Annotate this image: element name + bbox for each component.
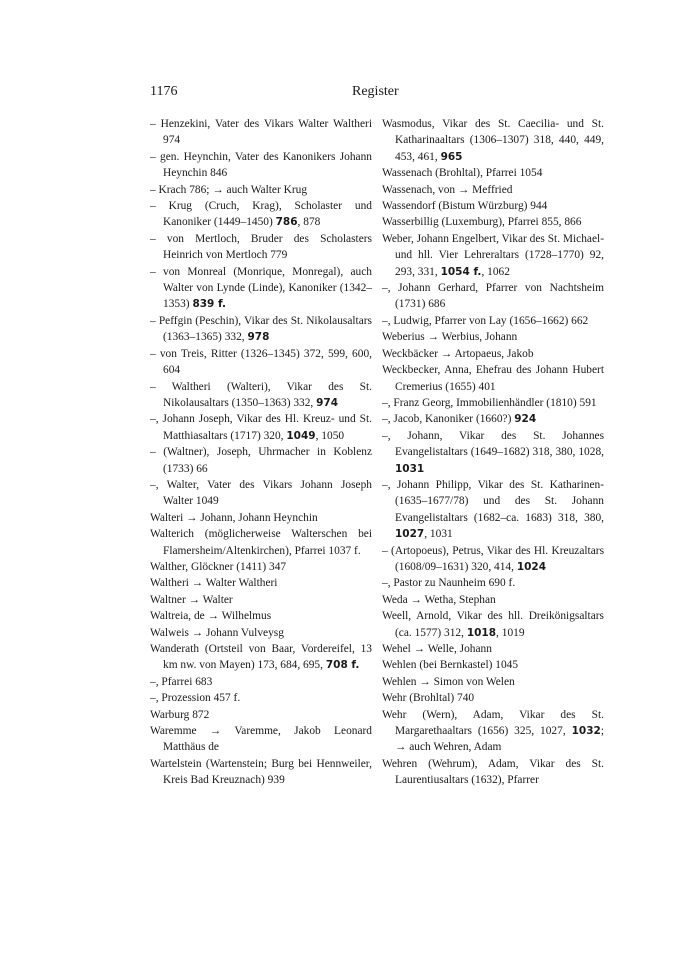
index-entry: [382, 231, 604, 280]
entry-text: – von Treis, Ritter (1326–1345) 372, 599, 600, 604: [150, 347, 372, 377]
index-entry: [150, 625, 372, 641]
index-entry: [150, 346, 372, 379]
entry-text: –, Franz Georg, Immobilienhändler (1810) 591: [382, 396, 597, 409]
entry-text: Weckbecker, Anna, Ehefrau des Johann Hubert Cremerius (1655) 401: [382, 364, 604, 393]
index-entry: [382, 575, 604, 591]
entry-text: Weberius → Werbius, Johann: [382, 331, 518, 344]
index-entry: [382, 313, 604, 329]
entry-text: Waltheri → Walter Waltheri: [150, 577, 278, 590]
principal-page-ref: 786: [275, 216, 298, 229]
index-entry: [150, 592, 372, 608]
entry-text: –, Johann, Vikar des St. Johannes Evangelistaltars (1649–1682) 318, 380, 1028,: [382, 429, 604, 459]
principal-page-ref: 839 f.: [192, 298, 226, 311]
entry-text: Wanderath (Ortsteil von Baar, Vordereifel, 13 km nw. von Mayen) 173, 684, 695,: [150, 643, 372, 672]
index-entry: [382, 198, 604, 214]
entry-text: – von Mertloch, Bruder des Scholasters Heinrich von Mertloch 779: [150, 232, 372, 262]
entry-text: –, Walter, Vater des Vikars Johann Joseph Walter 1049: [150, 478, 372, 508]
index-entry: [150, 559, 372, 575]
entry-text: –, Prozession 457 f.: [150, 692, 241, 705]
entry-text: ; → auch Wehren, Adam: [395, 725, 604, 754]
entry-text: Wehel → Welle, Johann: [382, 643, 492, 655]
index-entry: [382, 165, 604, 181]
entry-text: –, Pfarrei 683: [150, 675, 213, 688]
entry-text: Wehr (Brohltal) 740: [382, 692, 475, 705]
index-entry: [382, 428, 604, 477]
entry-text: Waltreia, de → Wilhelmus: [150, 610, 272, 623]
left-index-column: [150, 116, 372, 789]
index-entry: [382, 707, 604, 756]
principal-page-ref: 708 f.: [325, 659, 360, 672]
index-entry: [150, 444, 372, 477]
index-entry: [150, 526, 372, 559]
entry-text: – Waltheri (Walteri), Vikar des St. Nikolausaltars (1350–1363) 332,: [150, 380, 372, 409]
running-head: Register: [352, 84, 399, 99]
entry-text: – (Waltner), Joseph, Uhrmacher in Koblenz (1733) 66: [150, 446, 372, 475]
entry-text: –, Jacob, Kanoniker (1660?): [382, 413, 515, 426]
index-entry: [382, 608, 604, 641]
entry-text: –, Johann Gerhard, Pfarrer von Nachtsheim (1731) 686: [382, 282, 604, 311]
right-index-column: [382, 116, 604, 789]
principal-page-ref: 1054 f.: [440, 265, 482, 278]
entry-text: – (Artopoeus), Petrus, Vikar des Hl. Kreuzaltars (1608/09–1631) 320, 414,: [382, 544, 604, 573]
index-entry: [150, 313, 372, 346]
index-entry: [382, 346, 604, 362]
index-entry: [150, 723, 372, 756]
principal-page-ref: 1018: [466, 626, 497, 639]
index-entry: [150, 756, 372, 789]
entry-text: Warburg 872: [150, 708, 210, 721]
entry-text: –, Johann Joseph, Vikar des Hl. Kreuz- und St. Matthiasaltars (1717) 320,: [150, 413, 372, 442]
principal-page-ref: 924: [514, 413, 537, 426]
index-entry: [382, 543, 604, 576]
index-entry: [150, 641, 372, 674]
entry-text: , 1019: [496, 626, 525, 639]
entry-text: Weell, Arnold, Vikar des hll. Dreikönigsaltars (ca. 1577) 312,: [382, 610, 604, 639]
entry-text: , 878: [297, 216, 321, 229]
entry-text: Wehlen → Simon von Welen: [382, 675, 515, 688]
index-entry: [382, 362, 604, 395]
index-entry: [382, 280, 604, 313]
index-entry: [150, 575, 372, 591]
principal-page-ref: 974: [316, 396, 339, 409]
index-entry: [150, 198, 372, 231]
entry-text: Walther, Glöckner (1411) 347: [150, 560, 287, 573]
index-entry: [150, 116, 372, 149]
principal-page-ref: 965: [440, 150, 463, 163]
index-entry: [150, 149, 372, 182]
entry-text: Weber, Johann Engelbert, Vikar des St. Michael- und hll. Vier Lehreraltars (1728–1770) 92, 293, 331,: [382, 232, 604, 278]
entry-text: Weckbäcker → Artopaeus, Jakob: [382, 347, 534, 360]
principal-page-ref: 1031: [395, 462, 425, 475]
index-entry: [382, 477, 604, 543]
index-entry: [150, 264, 372, 313]
entry-text: –, Johann Philipp, Vikar des St. Katharinen- (1635–1677/78) und des St. Johann Evangelistaltars (1682–ca. 1683) 318, 380,: [382, 478, 604, 524]
index-entry: [150, 477, 372, 510]
principal-page-ref: 1032: [571, 725, 601, 738]
entry-text: –, Ludwig, Pfarrer von Lay (1656–1662) 662: [382, 314, 589, 327]
entry-text: Waltner → Walter: [150, 593, 233, 606]
index-entry: [382, 182, 604, 198]
entry-text: Walteri → Johann, Johann Heynchin: [150, 511, 318, 524]
index-entry: [382, 329, 604, 345]
index-entry: [382, 411, 604, 427]
entry-text: – von Monreal (Monrique, Monregal), auch Walter von Lynde (Linde), Kanoniker (1342–1353): [150, 265, 372, 311]
index-entry: [150, 231, 372, 264]
principal-page-ref: 1024: [516, 560, 547, 573]
principal-page-ref: 1049: [286, 429, 316, 442]
page-number: 1176: [150, 84, 178, 99]
entry-text: Walterich (möglicherweise Walterschen bei Flamersheim/Altenkirchen), Pfarrei 1037 f.: [150, 528, 372, 557]
index-entry: [150, 182, 372, 198]
entry-text: – Peffgin (Peschin), Vikar des St. Nikolausaltars (1363–1365) 332,: [150, 314, 372, 344]
entry-text: Wasserbillig (Luxemburg), Pfarrei 855, 866: [382, 216, 582, 229]
entry-text: – Krach 786; → auch Walter Krug: [150, 183, 308, 196]
index-entry: [382, 657, 604, 673]
principal-page-ref: 978: [247, 331, 270, 344]
entry-text: – Krug (Cruch, Krag), Scholaster und Kanoniker (1449–1450): [150, 200, 372, 229]
entry-text: , 1031: [424, 528, 453, 541]
entry-text: Wassenach, von → Meffried: [382, 183, 513, 196]
index-entry: [382, 214, 604, 230]
index-entry: [150, 707, 372, 723]
index-entry: [382, 395, 604, 411]
index-entry: [150, 379, 372, 412]
entry-text: , 1062: [481, 265, 510, 278]
index-entry: [382, 756, 604, 789]
entry-text: Walweis → Johann Vulveysg: [150, 626, 284, 639]
entry-text: –, Pastor zu Naunheim 690 f.: [382, 577, 516, 590]
entry-text: Wehr (Wern), Adam, Vikar des St. Margarethaaltars (1656) 325, 1027,: [382, 708, 604, 738]
entry-text: Wasmodus, Vikar des St. Caecilia- und St. Katharinaaltars (1306–1307) 318, 440, 449, 453, 461,: [382, 118, 604, 163]
index-entry: [150, 608, 372, 624]
index-entry: [150, 690, 372, 706]
index-entry: [150, 510, 372, 526]
entry-text: Wartelstein (Wartenstein; Burg bei Hennweiler, Kreis Bad Kreuznach) 939: [150, 757, 372, 787]
entry-text: Waremme → Varemme, Jakob Leonard Matthäus de: [150, 725, 372, 754]
entry-text: Wassenach (Brohltal), Pfarrei 1054: [382, 167, 543, 180]
entry-text: Wehlen (bei Bernkastel) 1045: [382, 659, 519, 672]
index-entry: [150, 411, 372, 444]
entry-text: – gen. Heynchin, Vater des Kanonikers Johann Heynchin 846: [150, 150, 372, 180]
index-entry: [150, 674, 372, 690]
entry-text: – Henzekini, Vater des Vikars Walter Waltheri 974: [150, 118, 372, 147]
principal-page-ref: 1027: [395, 528, 425, 541]
entry-text: Weda → Wetha, Stephan: [382, 593, 496, 606]
index-entry: [382, 674, 604, 690]
index-entry: [382, 641, 604, 657]
entry-text: Wassendorf (Bistum Würzburg) 944: [382, 200, 548, 213]
index-entry: [382, 592, 604, 608]
index-entry: [382, 116, 604, 165]
index-entry: [382, 690, 604, 706]
entry-text: , 1050: [315, 429, 345, 442]
entry-text: Wehren (Wehrum), Adam, Vikar des St. Laurentiusaltars (1632), Pfarrer: [382, 757, 604, 787]
